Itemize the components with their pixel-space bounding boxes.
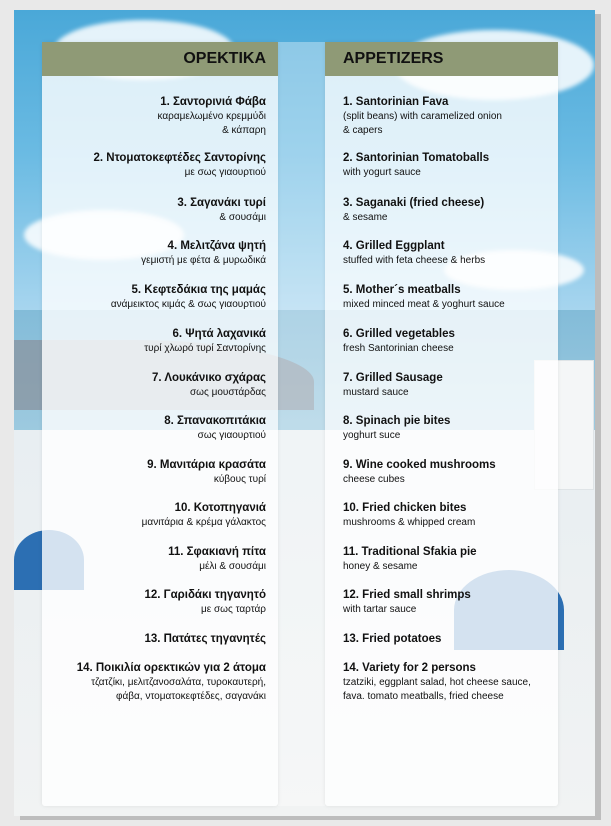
menu-item-description: with yogurt sauce <box>343 167 421 178</box>
english-header: APPETIZERS <box>325 42 558 76</box>
menu-item-description: (split beans) with caramelized onion & capers <box>343 111 502 136</box>
menu-item <box>42 545 278 574</box>
menu-item-title: 10. Fried chicken bites <box>343 502 467 514</box>
menu-item <box>325 196 558 225</box>
menu-item <box>42 283 278 312</box>
menu-item <box>42 196 278 225</box>
menu-item-description: με σως γιαουρτιού <box>184 167 266 178</box>
menu-item-description: μέλι & σουσάμι <box>199 561 266 572</box>
menu-item-description: mushrooms & whipped cream <box>343 517 476 528</box>
menu-item-title: 7. Λουκάνικο σχάρας <box>152 372 266 384</box>
menu-item-description: honey & sesame <box>343 561 418 572</box>
menu-item-description: σως γιαουρτιού <box>197 430 266 441</box>
menu-item-title: 6. Grilled vegetables <box>343 328 455 340</box>
greek-menu-panel <box>42 42 278 806</box>
menu-item <box>42 501 278 530</box>
menu-item-description: cheese cubes <box>343 474 405 485</box>
menu-item-description: καραμελωμένο κρεμμύδι & κάπαρη <box>157 111 266 136</box>
menu-item <box>325 501 558 530</box>
menu-item-title: 6. Ψητά λαχανικά <box>172 328 266 340</box>
menu-item-description: stuffed with feta cheese & herbs <box>343 255 486 266</box>
menu-item <box>325 371 558 400</box>
menu-item-title: 5. Mother´s meatballs <box>343 284 461 296</box>
menu-item <box>42 588 278 617</box>
menu-page <box>14 10 595 816</box>
greek-header: ΟΡΕΚΤΙΚΑ <box>42 42 278 76</box>
menu-item <box>42 239 278 268</box>
menu-item <box>325 283 558 312</box>
menu-item-title: 3. Σαγανάκι τυρί <box>177 197 266 209</box>
menu-item <box>42 95 278 138</box>
menu-item-title: 2. Santorinian Tomatoballs <box>343 152 490 164</box>
menu-item-title: 10. Κοτοπηγανιά <box>174 502 266 514</box>
menu-item <box>325 458 558 487</box>
menu-item-title: 7. Grilled Sausage <box>343 372 443 384</box>
menu-item-description: yoghurt suce <box>343 430 401 441</box>
menu-item <box>325 661 558 704</box>
menu-item-title: 8. Spinach pie bites <box>343 415 451 427</box>
menu-item-description: mustard sauce <box>343 387 409 398</box>
menu-item-title: 12. Γαριδάκι τηγανητό <box>144 589 266 601</box>
menu-item-title: 4. Μελιτζάνα ψητή <box>167 240 266 252</box>
menu-item <box>42 151 278 180</box>
menu-item-description: μανιτάρια & κρέμα γάλακτος <box>141 517 266 528</box>
panel-divider <box>278 42 325 806</box>
menu-item-description: & sesame <box>343 212 388 223</box>
english-menu-panel <box>325 42 558 806</box>
menu-item-description: τζατζίκι, μελιτζανοσαλάτα, τυροκαυτερή, φάβα, ντοματοκεφτέδες, σαγανάκι <box>91 677 266 702</box>
menu-item-description: tzatziki, eggplant salad, hot cheese sauce, fava. tomato meatballs, fried cheese <box>343 677 531 702</box>
menu-item-description: with tartar sauce <box>343 604 417 615</box>
menu-item <box>42 371 278 400</box>
menu-item-title: 13. Πατάτες τηγανητές <box>144 633 266 645</box>
menu-item-title: 1. Σαντορινιά Φάβα <box>160 96 266 108</box>
menu-item-description: τυρί χλωρό τυρί Σαντορίνης <box>144 343 266 354</box>
menu-item <box>325 95 558 138</box>
menu-item <box>325 414 558 443</box>
menu-item <box>325 588 558 617</box>
menu-item-title: 14. Ποικιλία ορεκτικών για 2 άτομα <box>76 662 266 674</box>
menu-item-title: 14. Variety for 2 persons <box>343 662 476 674</box>
menu-item <box>42 661 278 704</box>
menu-item-description: mixed minced meat & yoghurt sauce <box>343 299 505 310</box>
menu-item-description: fresh Santorinian cheese <box>343 343 454 354</box>
menu-item-title: 2. Ντοματοκεφτέδες Σαντορίνης <box>93 152 266 164</box>
menu-item-title: 13. Fried potatoes <box>343 633 442 645</box>
menu-item-title: 9. Μανιτάρια κρασάτα <box>147 459 266 471</box>
menu-item-title: 12. Fried small shrimps <box>343 589 471 601</box>
menu-item-title: 9. Wine cooked mushrooms <box>343 459 496 471</box>
menu-item <box>325 239 558 268</box>
menu-item <box>42 414 278 443</box>
menu-item <box>325 545 558 574</box>
menu-item-title: 11. Σφακιανή πίτα <box>168 546 266 558</box>
menu-item-description: ανάμεικτος κιμάς & σως γιαουρτιού <box>110 299 266 310</box>
menu-item <box>42 632 278 647</box>
menu-item-description: & σουσάμι <box>219 212 266 223</box>
menu-item-title: 11. Traditional Sfakia pie <box>343 546 477 558</box>
menu-item-description: γεμιστή με φέτα & μυρωδικά <box>141 255 266 266</box>
menu-item-description: κύβους τυρί <box>213 474 266 485</box>
menu-item <box>42 458 278 487</box>
menu-item-title: 4. Grilled Eggplant <box>343 240 445 252</box>
menu-item-description: σως μουστάρδας <box>190 387 266 398</box>
menu-item <box>325 151 558 180</box>
menu-item-title: 5. Κεφτεδάκια της μαμάς <box>131 284 266 296</box>
menu-item-title: 8. Σπανακοπιτάκια <box>164 415 266 427</box>
menu-item <box>42 327 278 356</box>
menu-item <box>325 632 558 647</box>
menu-item-description: με σως ταρτάρ <box>201 604 266 615</box>
menu-item-title: 1. Santorinian Fava <box>343 96 449 108</box>
menu-item-title: 3. Saganaki (fried cheese) <box>343 197 485 209</box>
menu-item <box>325 327 558 356</box>
